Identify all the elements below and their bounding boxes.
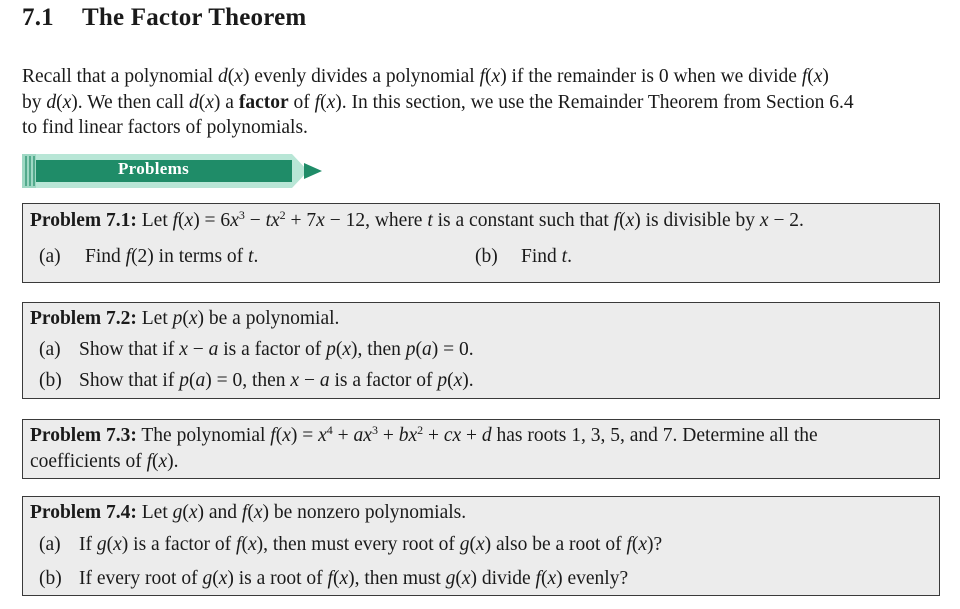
- section-heading: [22, 4, 306, 32]
- problem-part-a: (a) Find f(2) in terms of t.: [39, 246, 259, 267]
- problem-box-7-4: [22, 496, 940, 596]
- problem-box-7-2: [22, 302, 940, 399]
- problem-box-7-3: [22, 419, 940, 479]
- problem-part-b: (b) Show that if p(a) = 0, then x − a is a factor of p(x).: [39, 370, 474, 391]
- intro-line-1: Recall that a polynomial d(x) evenly divides a polynomial f(x) if the remainder is 0 when we divide f(x): [22, 66, 829, 87]
- problem-statement: Problem 7.1: Let $f(x) = 6x^3 - tx^2 + 7x - 12$, where t is a constant such that f(x) is divisible by x − 2.: [30, 208, 804, 231]
- problems-banner: [22, 154, 322, 188]
- problem-part-b: (b) Find t.: [475, 246, 572, 267]
- intro-paragraph: [22, 64, 952, 141]
- problem-part-a: (a) Show that if x − a is a factor of p(x), then p(a) = 0.: [39, 339, 474, 360]
- problem-label: Problem 7.4:: [30, 502, 137, 523]
- problem-statement-line-1: Problem 7.3: The polynomial $f(x) = x^4 + ax^3 + bx^2$ + cx + d has roots 1, 3, 5, and 7. Determine all the: [30, 423, 818, 446]
- problem-statement-line-2: coefficients of f(x).: [30, 451, 179, 472]
- factor-term: factor: [238, 91, 289, 113]
- intro-line-2: by d(x). We then call d(x) a factor of f(x). In this section, we use the Remainder Theorem from Section 6.4: [22, 91, 854, 113]
- problem-statement: Problem 7.2: Let p(x) be a polynomial.: [30, 308, 340, 329]
- problem-part-b: (b) If every root of g(x) is a root of f(x), then must g(x) divide f(x) evenly?: [39, 568, 629, 589]
- problem-label: Problem 7.3:: [30, 425, 137, 446]
- problems-banner-label: Problems: [118, 159, 190, 178]
- intro-line-3: to find linear factors of polynomials.: [22, 117, 308, 138]
- problem-label: Problem 7.1:: [30, 210, 137, 231]
- problem-label: Problem 7.2:: [30, 308, 137, 329]
- problem-statement: Problem 7.4: Let g(x) and f(x) be nonzero polynomials.: [30, 502, 467, 523]
- problem-part-a: (a) If g(x) is a factor of f(x), then must every root of g(x) also be a root of f(x)?: [39, 534, 663, 555]
- section-title: The Factor Theorem: [82, 4, 307, 31]
- problem-box-7-1: [22, 203, 940, 283]
- section-number: 7.1: [22, 4, 54, 31]
